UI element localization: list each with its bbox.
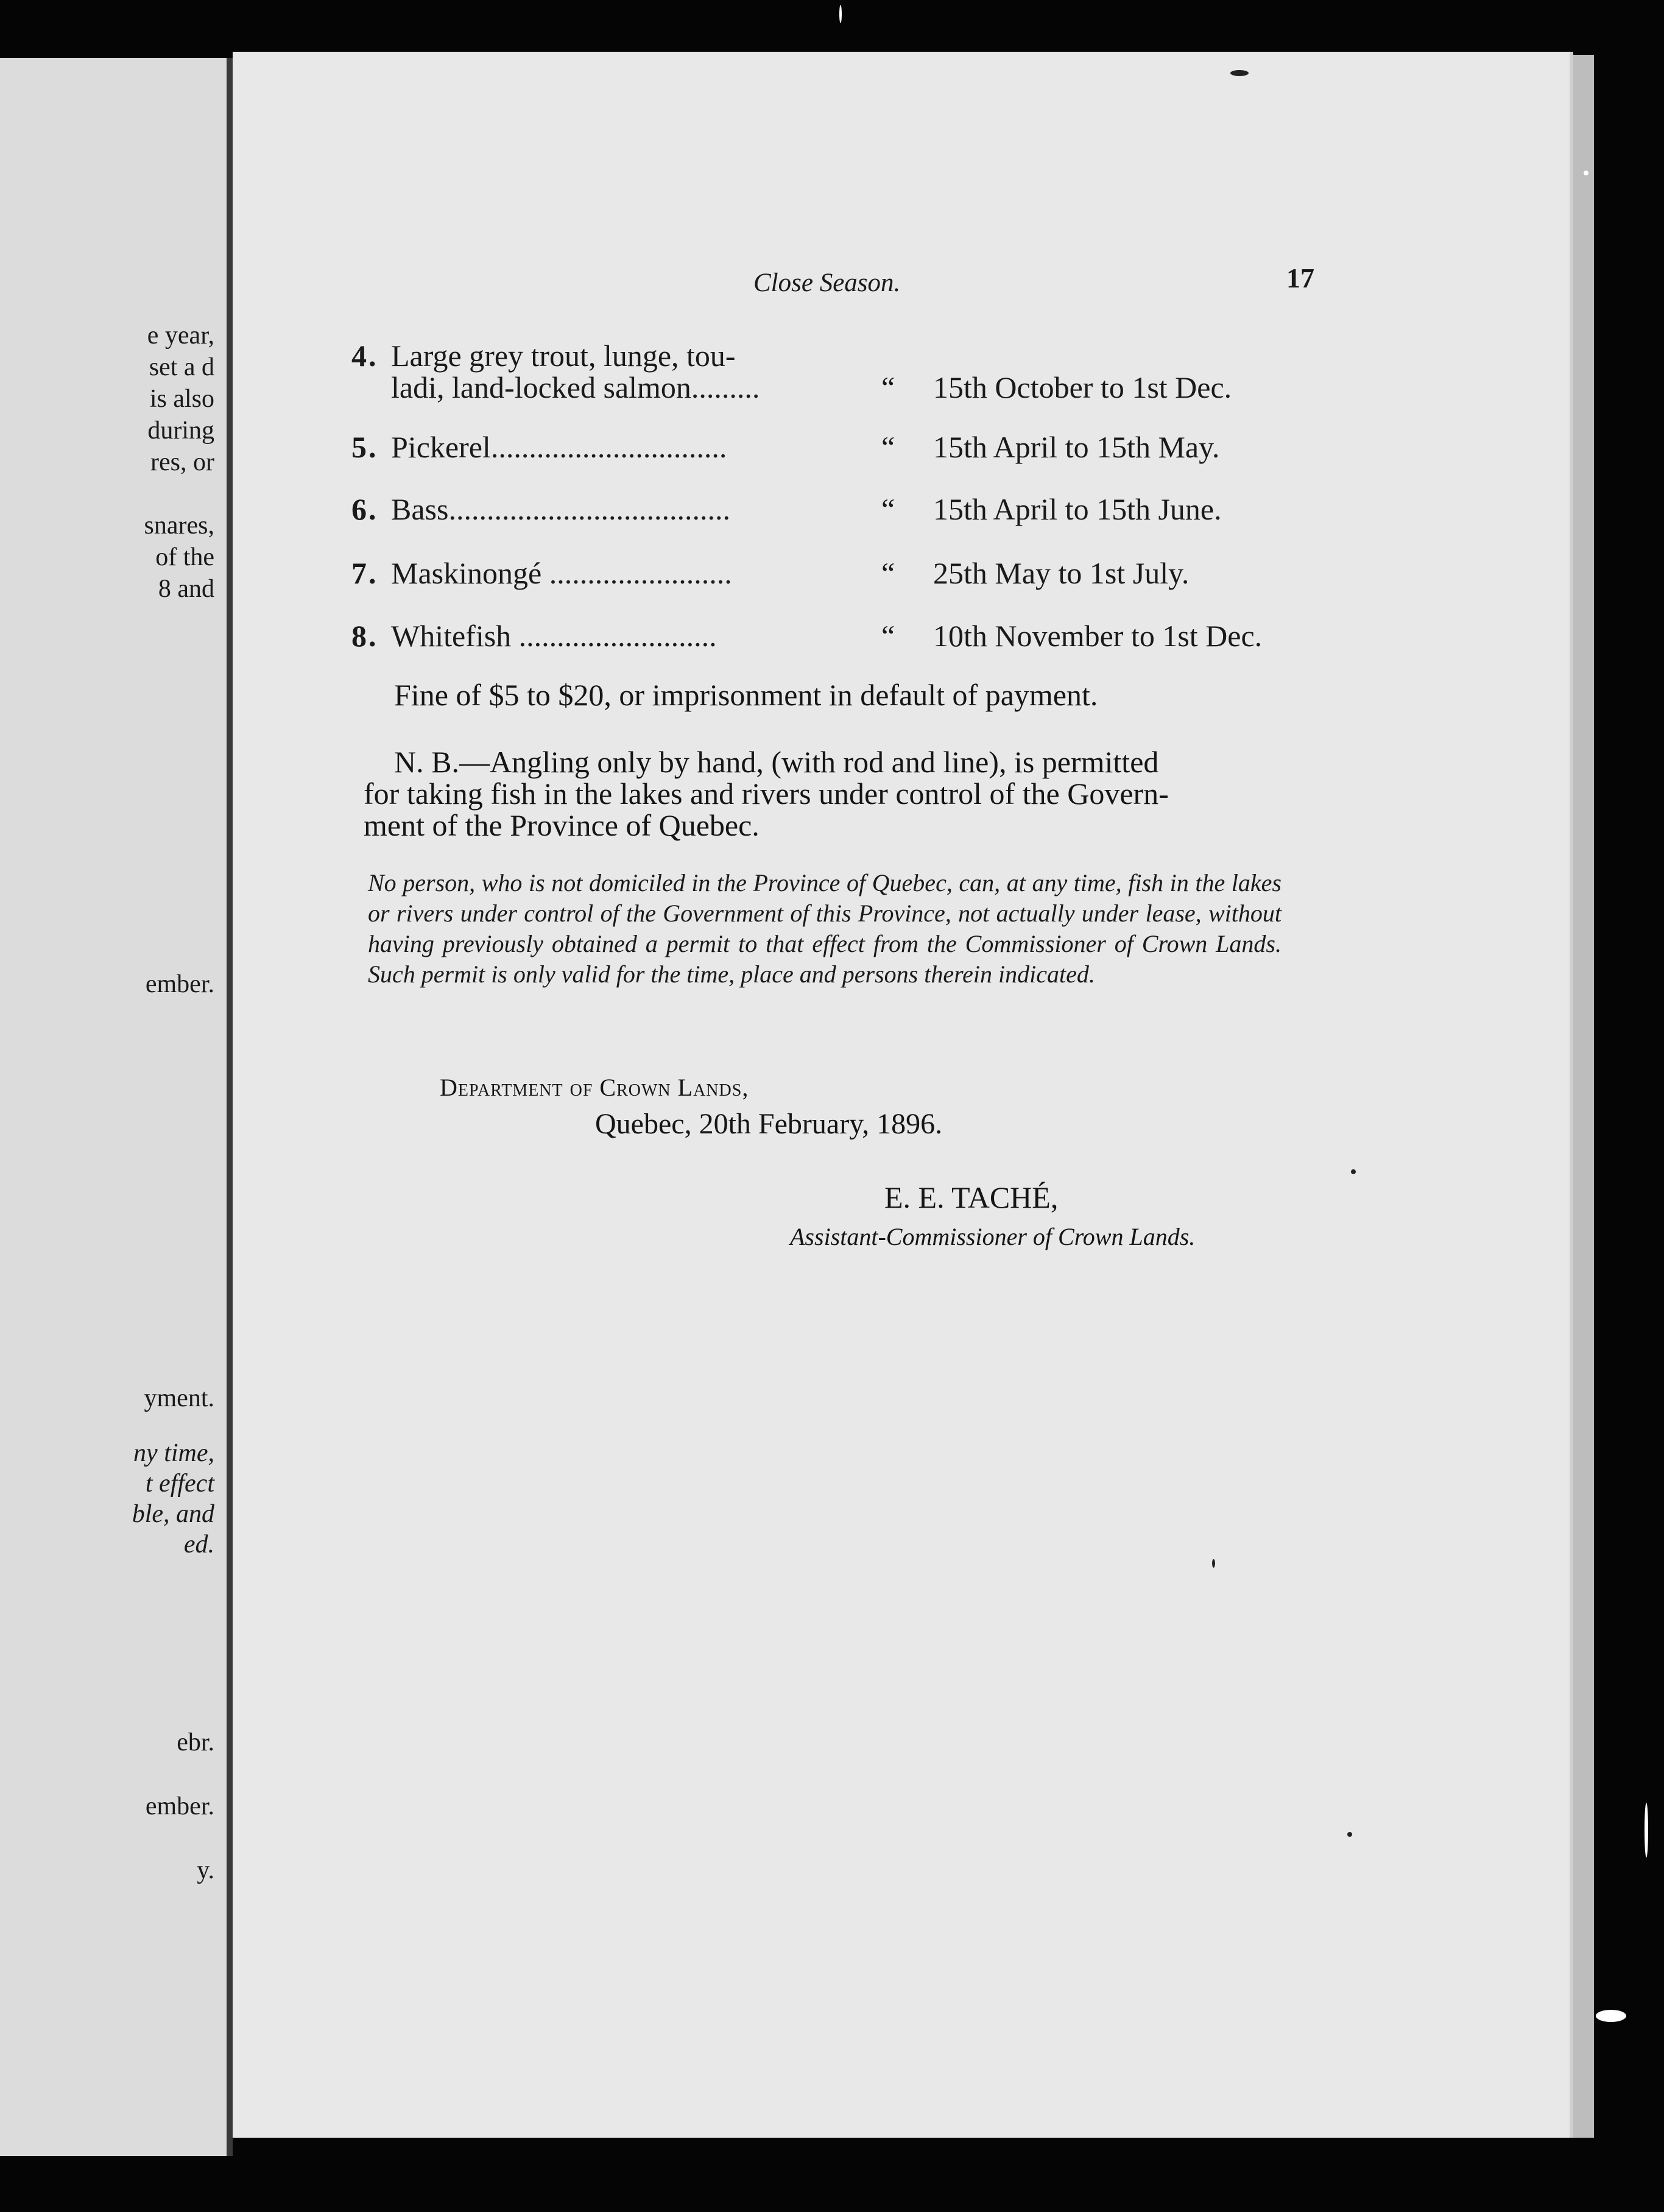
entry-period: 25th May to 1st July. [933,556,1190,590]
permit-notice: No person, who is not domiciled in the Province of Quebec, can, at any time, fish in the lakes or rivers under control of the Government of this Province, not actually under lease, without having previously obtained a permit to that effect from the Commissioner of Crown Lands. Such permit is only valid for the time, place and persons therein indicated. [368,869,1281,988]
entry-dot: . [368,492,376,526]
entry-number: 7 [351,556,367,590]
scan-speck [1596,2010,1626,2022]
close-season-entry [351,618,1277,655]
scan-speck [1212,1559,1215,1568]
left-text-line: y. [197,1856,214,1884]
ditto-mark: “ [881,556,895,590]
close-season-entry [351,555,1277,592]
page-edge [1570,55,1594,2138]
left-text-line: e year, [147,322,214,350]
left-text-line: snares, [144,512,214,540]
entry-dot: . [368,619,376,653]
running-head: Close Season. [753,269,901,297]
entry-fish-continued: ladi, land-locked salmon......... [391,370,760,404]
close-season-entry [351,338,1277,408]
scan-speck [1347,1832,1352,1837]
close-season-entry [351,491,1277,528]
entry-number: 8 [351,619,367,653]
left-text-line: ny time, [133,1439,214,1467]
department-name: Department of Crown Lands, [440,1074,749,1101]
document-page [233,52,1570,2138]
entry-fish: Maskinongé ........................ [391,556,732,590]
ditto-mark: “ [881,370,895,404]
entry-fish: Whitefish .......................... [391,619,717,653]
entry-dot: . [368,339,376,373]
close-season-entry [351,429,1277,466]
left-text-line: ember. [145,970,214,998]
left-text-line: is also [149,385,214,413]
scan-speck [1584,171,1588,175]
entry-dot: . [368,556,376,590]
entry-number: 4 [351,339,367,373]
entry-period: 15th April to 15th June. [933,492,1222,526]
page-number: 17 [1286,262,1314,294]
left-text-line: t effect [145,1470,214,1498]
left-text-line: res, or [150,448,214,476]
entry-dot: . [368,430,376,464]
nb-line-3: ment of the Province of Quebec. [364,808,760,842]
signatory-name: E. E. TACHÉ, [884,1180,1059,1214]
left-text-line: during [147,417,214,445]
entry-period: 15th October to 1st Dec. [933,370,1232,404]
scan-speck [1351,1169,1356,1174]
scan-speck [839,5,842,23]
entry-number: 6 [351,492,367,526]
nb-line-2: for taking fish in the lakes and rivers under control of the Govern- [364,777,1169,811]
ditto-mark: “ [881,619,895,653]
place-date: Quebec, 20th February, 1896. [595,1108,943,1140]
scan-speck [1230,70,1249,76]
left-page-fragment [0,58,227,2156]
left-text-line: ember. [145,1792,214,1820]
nb-line-1: N. B.—Angling only by hand, (with rod and line), is permitted [394,745,1159,779]
left-text-line: ed. [183,1530,214,1559]
page-gutter [227,58,233,2156]
left-text-line: 8 and [158,575,214,603]
entry-fish: Large grey trout, lunge, tou- [391,339,736,373]
entry-number: 5 [351,430,367,464]
ditto-mark: “ [881,492,895,526]
entry-period: 15th April to 15th May. [933,430,1220,464]
left-text-line: of the [155,543,214,571]
entry-fish: Bass..................................... [391,492,730,526]
left-text-line: yment. [144,1384,214,1412]
scan-speck [1645,1803,1648,1858]
signatory-title: Assistant-Commissioner of Crown Lands. [790,1223,1196,1250]
left-text-line: ebr. [177,1728,214,1756]
left-text-line: set a d [149,353,214,381]
entry-fish: Pickerel............................... [391,430,727,464]
left-text-line: ble, and [132,1500,214,1528]
ditto-mark: “ [881,430,895,464]
entry-period: 10th November to 1st Dec. [933,619,1263,653]
fine-text: Fine of $5 to $20, or imprisonment in default of payment. [394,678,1098,712]
